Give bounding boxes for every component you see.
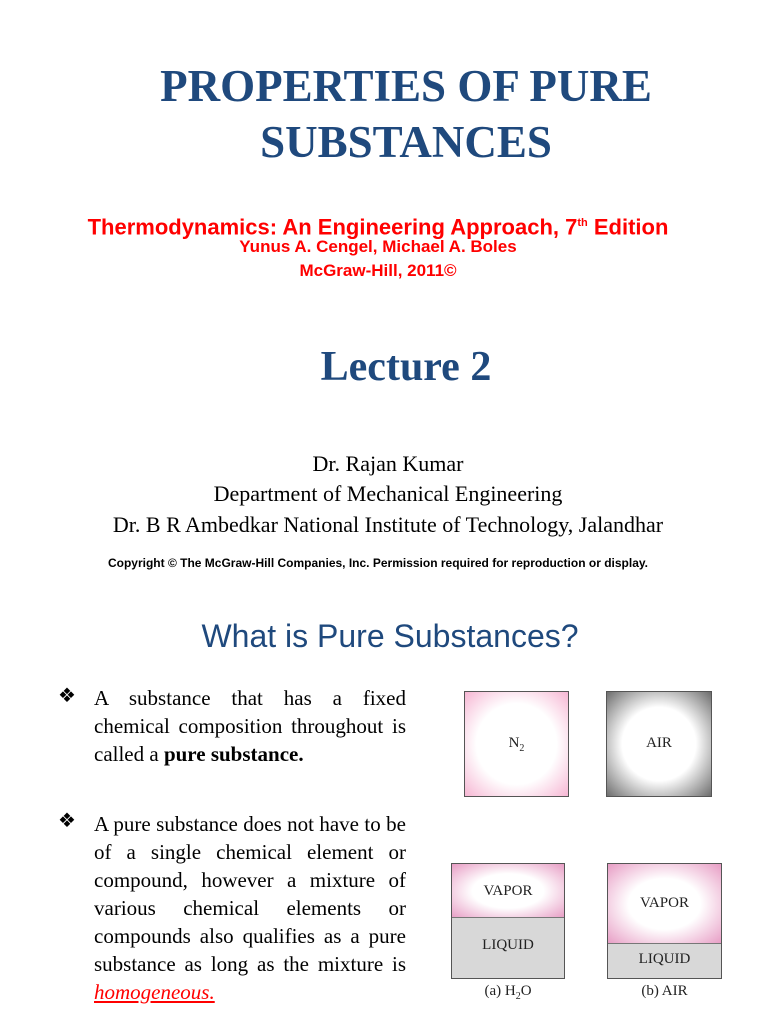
air-label: AIR <box>646 735 672 751</box>
book-title-suffix: Edition <box>587 214 669 240</box>
bullet-2-highlight: homogeneous. <box>94 980 215 1004</box>
bullet-2-body: A pure substance does not have to be of a single chemical element or compound, however a mixture of various chemical elements or compounds also qualifies as a pure substance as long as the mixture is <box>94 812 406 976</box>
title-line-1: PROPERTIES OF PURE <box>160 61 652 111</box>
h2o-liquid-region <box>452 917 564 978</box>
diamond-bullet-icon: ❖ <box>58 810 76 832</box>
section-title: What is Pure Substances? <box>201 618 579 654</box>
n2-label-sub: 2 <box>519 743 525 754</box>
air-container-diagram <box>606 691 712 797</box>
book-publisher: McGraw-Hill, 2011© <box>299 261 457 280</box>
n2-container-diagram <box>464 691 569 797</box>
h2o-liquid-label: LIQUID <box>482 937 534 953</box>
h2o-container-diagram <box>451 863 565 979</box>
diamond-bullet-icon: ❖ <box>58 685 76 707</box>
n2-label <box>465 735 568 754</box>
book-title-text: Thermodynamics: An Engineering Approach, 7 <box>87 214 578 240</box>
air-mixture-container-diagram <box>607 863 722 979</box>
n2-label-text: N <box>508 735 520 751</box>
h2o-caption <box>451 983 565 1002</box>
book-edition-sup: th <box>577 217 588 229</box>
h2o-vapor-label: VAPOR <box>483 883 533 899</box>
copyright-notice: Copyright © The McGraw-Hill Companies, Inc. Permission required for reproduction or display. <box>107 556 649 570</box>
h2o-caption-text: (a) H <box>484 983 516 999</box>
department-name: Department of Mechanical Engineering <box>213 481 563 506</box>
bullet-2-text <box>94 810 406 1006</box>
lecture-number: Lecture 2 <box>320 344 492 390</box>
air-liquid-region <box>608 943 721 978</box>
bullet-1-body: A substance that has a fixed chemical composition throughout is called a <box>94 686 406 766</box>
slide-title <box>0 58 768 170</box>
lecturer-name: Dr. Rajan Kumar <box>312 451 464 476</box>
bullet-1-text <box>94 684 406 768</box>
air-liquid-label: LIQUID <box>638 951 691 967</box>
title-line-2: SUBSTANCES <box>260 117 552 167</box>
h2o-caption-sub: 2 <box>515 991 521 1002</box>
book-authors: Yunus A. Cengel, Michael A. Boles <box>239 237 517 256</box>
air-vapor-label: VAPOR <box>640 895 689 911</box>
h2o-caption-end: O <box>520 983 532 999</box>
air-caption: (b) AIR <box>641 983 688 999</box>
bullet-1-bold: pure substance. <box>163 742 304 766</box>
air-vapor-region <box>608 864 721 944</box>
h2o-vapor-region <box>452 864 564 918</box>
institute-name: Dr. B R Ambedkar National Institute of Technology, Jalandhar <box>112 512 664 537</box>
